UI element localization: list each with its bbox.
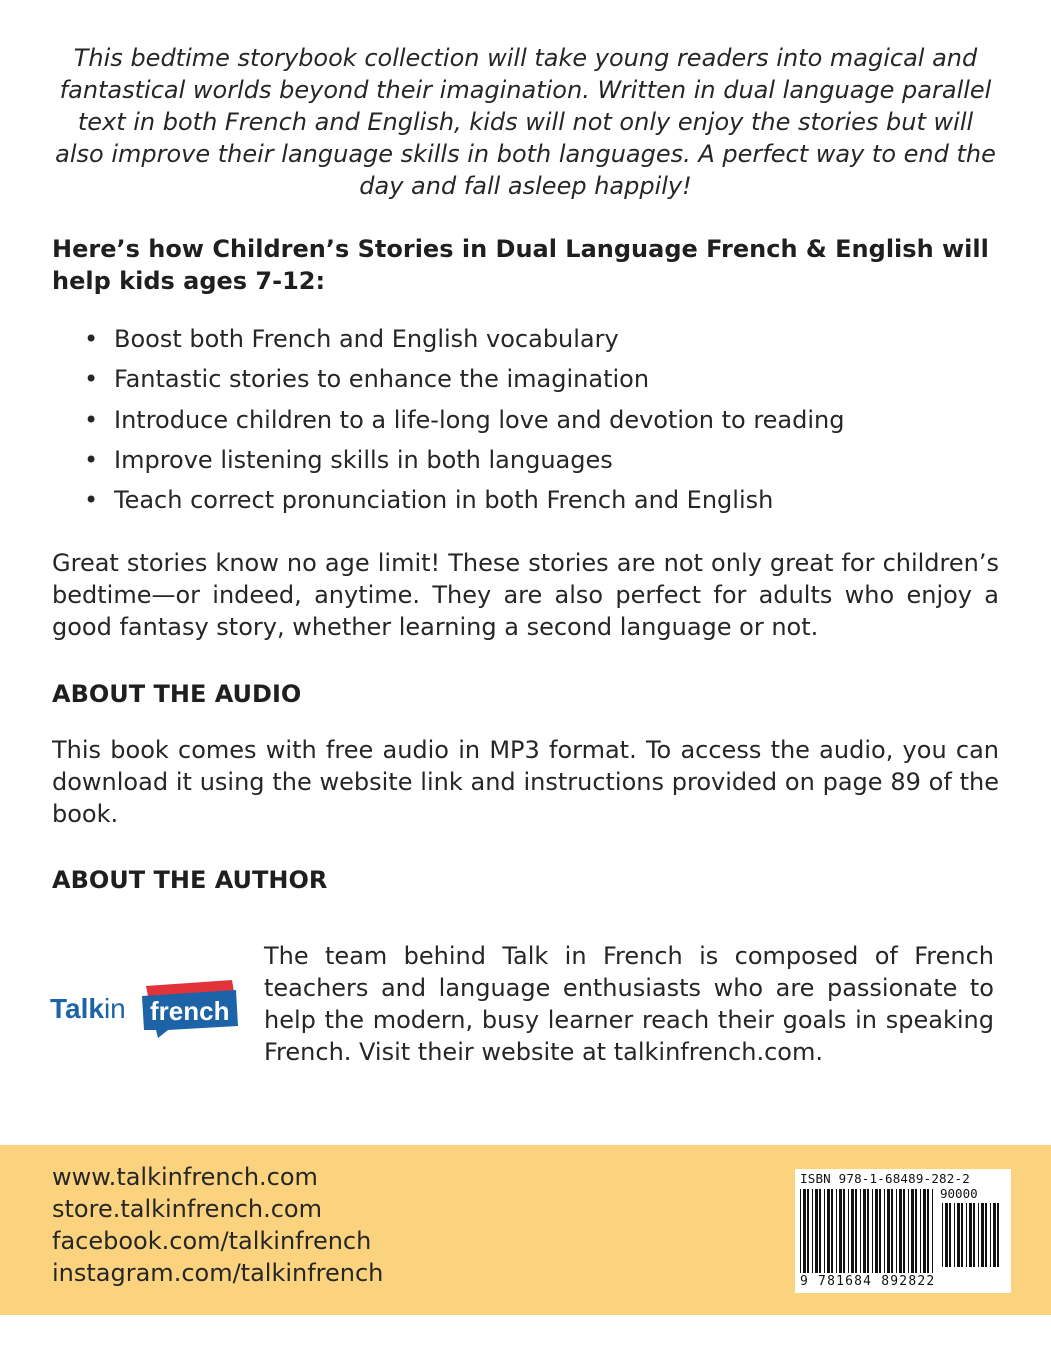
about-audio-heading: ABOUT THE AUDIO <box>52 680 302 708</box>
ean-digits: 9 781684 892822 <box>800 1274 936 1289</box>
barcode <box>795 1169 1011 1293</box>
bullet-icon: • <box>84 445 99 474</box>
logo-in-text: in <box>103 993 126 1024</box>
bullet-icon: • <box>84 486 99 515</box>
list-item <box>52 319 999 359</box>
bullet-icon: • <box>84 405 99 434</box>
great-stories-paragraph: Great stories know no age limit! These stories are not only great for children’s bedtime—or indeed, anytime. They are also perfect for adults who enjoy a good fantasy story, whether learning a second language or not. <box>52 549 999 641</box>
facebook-link[interactable]: facebook.com/talkinfrench <box>52 1227 372 1255</box>
list-item-text: Improve listening skills in both languages <box>114 445 613 474</box>
footer-links <box>52 1161 383 1289</box>
about-audio-text: This book comes with free audio in MP3 format. To access the audio, you can download it using the website link and instructions provided on page 89 of the book. <box>52 736 999 828</box>
about-author-heading: ABOUT THE AUTHOR <box>52 866 328 894</box>
bullet-icon: • <box>84 365 99 394</box>
list-item <box>52 400 999 440</box>
list-item <box>52 480 999 520</box>
ean-bars-icon <box>800 1189 936 1275</box>
isbn-label: ISBN 978-1-68489-282-2 <box>800 1171 970 1186</box>
website-link[interactable]: www.talkinfrench.com <box>52 1163 318 1191</box>
benefits-heading: Here’s how Children’s Stories in Dual Language French & English will help kids ages 7-12: <box>52 235 989 295</box>
logo-french-text: french <box>150 996 230 1026</box>
instagram-link[interactable]: instagram.com/talkinfrench <box>52 1259 384 1287</box>
svg-text:Talkin <box>50 993 126 1024</box>
list-item-text: Fantastic stories to enhance the imagination <box>114 365 650 394</box>
talkinfrench-logo-icon <box>50 974 240 1040</box>
logo-talk-text: Talk <box>50 993 104 1024</box>
benefits-list <box>52 319 999 520</box>
about-author-text: The team behind Talk in French is composed of French teachers and language enthusiasts who are passionate to help the modern, busy learner reach their goals in speaking French. Visit their website at talkinfrench.com. <box>264 942 994 1066</box>
footer-band <box>0 1145 1051 1315</box>
price-code: 90000 <box>940 1186 978 1201</box>
bullet-icon: • <box>84 325 99 353</box>
intro-paragraph: This bedtime storybook collection will take young readers into magical and fantastical worlds beyond their imagination. Written in dual language parallel text in both French and English, kids will not only enjoy the stories but will also improve their language skills in both languages. A perfect way to end the day and fall asleep happily! <box>55 44 996 200</box>
list-item <box>52 359 999 399</box>
list-item-text: Introduce children to a life-long love and devotion to reading <box>114 405 845 434</box>
store-link[interactable]: store.talkinfrench.com <box>52 1195 322 1223</box>
addon-bars-icon <box>942 1203 1004 1267</box>
list-item-text: Teach correct pronunciation in both French and English <box>114 486 774 515</box>
list-item <box>52 440 999 480</box>
list-item-text: Boost both French and English vocabulary <box>114 325 619 353</box>
